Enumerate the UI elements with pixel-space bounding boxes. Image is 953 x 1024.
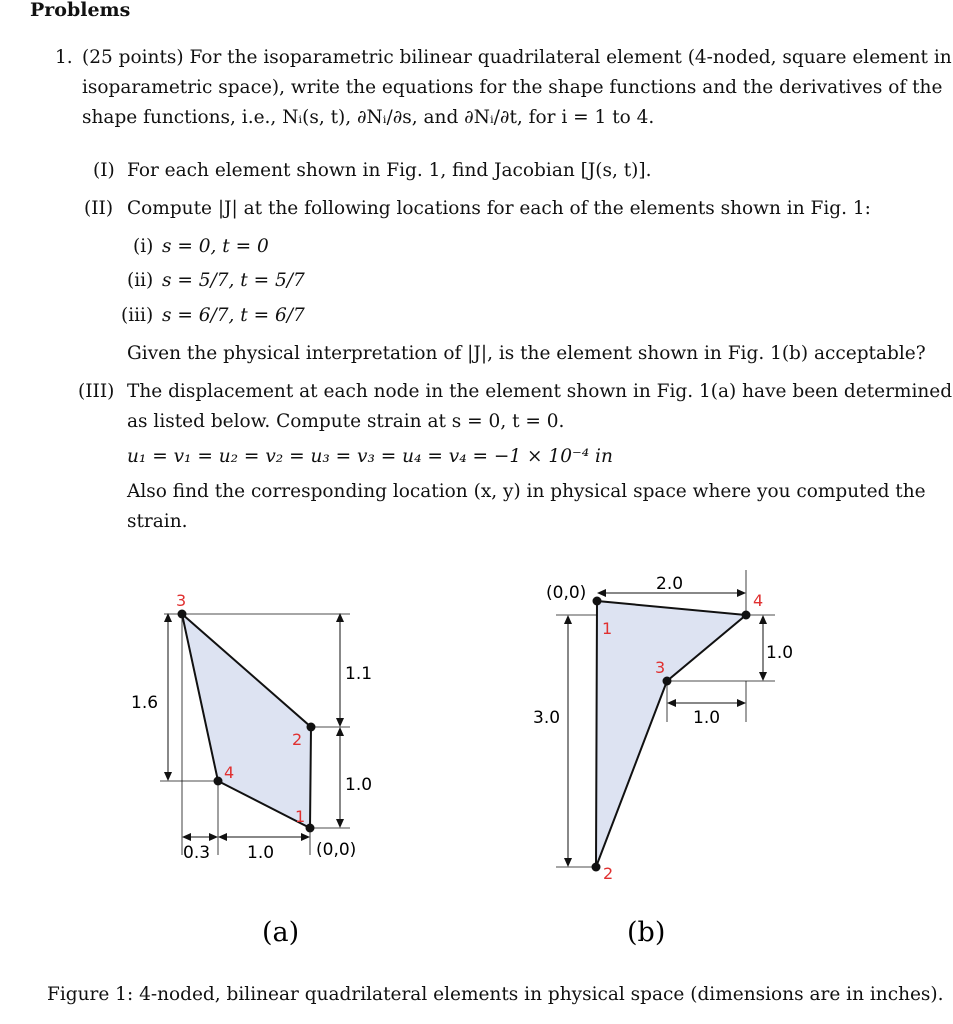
- node-a-1: [306, 824, 315, 833]
- problem-number: 1.: [55, 47, 73, 68]
- dim-a-origin: (0,0): [316, 840, 357, 860]
- figure-a: [131, 591, 372, 948]
- item-i-label: (i): [133, 236, 154, 257]
- dim-b-right-height: 1.0: [766, 643, 794, 663]
- node-a-4: [214, 777, 223, 786]
- part-2-question: Given the physical interpretation of |J|, is the element shown in Fig. 1(b) acceptable?: [127, 343, 926, 364]
- problem-line-1: (25 points) For the isoparametric bilinear quadrilateral element (4-noded, square element in: [82, 47, 952, 68]
- figure-b: [533, 570, 793, 948]
- node-a-3: [178, 610, 187, 619]
- problem-line-3: shape functions, i.e., Nᵢ(s, t), ∂Nᵢ/∂s, and ∂Nᵢ/∂t, for i = 1 to 4.: [82, 107, 655, 128]
- node-b-label-4: 4: [753, 591, 764, 610]
- item-i-text: s = 0, t = 0: [162, 236, 269, 257]
- part-3-line-1: The displacement at each node in the element shown in Fig. 1(a) have been determined: [127, 381, 953, 402]
- node-a-label-2: 2: [292, 730, 303, 749]
- node-b-3: [663, 677, 672, 686]
- part-3-line-2: as listed below. Compute strain at s = 0, t = 0.: [127, 411, 565, 432]
- part-3-line-4: strain.: [127, 511, 188, 532]
- node-b-label-1: 1: [602, 619, 613, 638]
- part-2-label: (II): [84, 198, 114, 219]
- problem-line-2: isoparametric space), write the equations for the shape functions and the derivatives of the: [82, 77, 943, 98]
- part-3-label: (III): [78, 381, 115, 402]
- dim-a-upper-right: 1.1: [345, 664, 373, 684]
- item-iii-text: s = 6/7, t = 6/7: [162, 305, 305, 326]
- dim-b-left-height: 3.0: [533, 708, 561, 728]
- item-ii-text: s = 5/7, t = 5/7: [162, 270, 305, 291]
- node-b-label-2: 2: [603, 864, 614, 883]
- dim-a-lower-right: 1.0: [345, 775, 373, 795]
- part-1-text: For each element shown in Fig. 1, find Jacobian [J(s, t)].: [127, 160, 652, 181]
- node-a-2: [307, 723, 316, 732]
- node-a-label-3: 3: [176, 591, 187, 610]
- node-a-label-1: 1: [295, 807, 306, 826]
- element-b: [596, 601, 746, 867]
- section-heading: Problems: [30, 0, 131, 21]
- dim-a-bottom-mid: 1.0: [247, 843, 275, 863]
- node-a-label-4: 4: [224, 763, 235, 782]
- dim-b-top-width: 2.0: [656, 574, 684, 594]
- figure-a-label: (a): [262, 917, 300, 948]
- figure-b-label: (b): [627, 917, 666, 948]
- item-iii-label: (iii): [121, 305, 154, 326]
- node-b-2: [592, 863, 601, 872]
- dim-b-origin: (0,0): [546, 583, 587, 603]
- displacement-equation: u₁ = v₁ = u₂ = v₂ = u₃ = v₃ = u₄ = v₄ = −1 × 10⁻⁴ in: [127, 446, 613, 467]
- node-b-4: [742, 611, 751, 620]
- dim-a-bottom-left: 0.3: [183, 843, 211, 863]
- dim-b-inner-width: 1.0: [693, 708, 721, 728]
- node-b-1: [593, 597, 602, 606]
- node-b-label-3: 3: [655, 658, 666, 677]
- part-1-label: (I): [93, 160, 115, 181]
- dim-a-height-left: 1.6: [131, 693, 159, 713]
- part-3-line-3: Also find the corresponding location (x, y) in physical space where you computed the: [127, 481, 926, 502]
- item-ii-label: (ii): [127, 270, 154, 291]
- part-2-text: Compute |J| at the following locations for each of the elements shown in Fig. 1:: [127, 198, 871, 219]
- figure-caption: Figure 1: 4-noded, bilinear quadrilateral elements in physical space (dimensions are in inches).: [47, 984, 944, 1005]
- element-a: [182, 614, 311, 828]
